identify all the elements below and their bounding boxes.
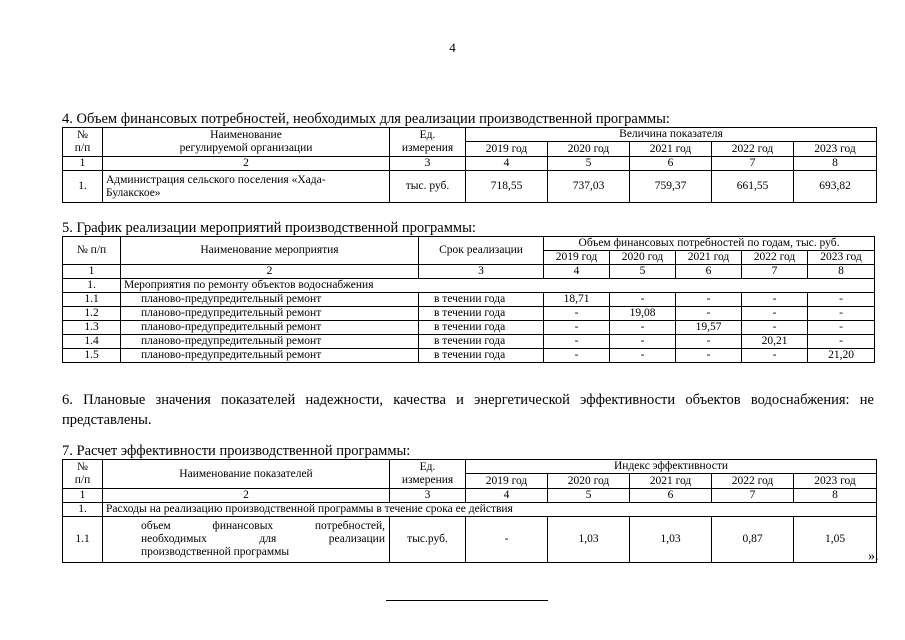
col-number: 2: [121, 265, 419, 279]
group-label: Мероприятия по ремонту объектов водоснабжения: [121, 279, 875, 293]
name-header: Наименование мероприятия: [121, 237, 419, 265]
num-header: № п/п: [63, 460, 103, 489]
value-cell: 18,71: [544, 293, 610, 307]
unit-header: Ед. измерения: [390, 460, 466, 489]
year-header: 2019 год: [466, 474, 548, 489]
table-row: [63, 321, 875, 335]
col-number: 6: [630, 157, 712, 171]
unit-header: Ед. измерения: [390, 128, 466, 157]
value-cell: -: [742, 321, 808, 335]
row-num: 1.3: [63, 321, 121, 335]
value-cell: 1,05: [794, 517, 877, 563]
indicator-name: объем финансовых потребностей, необходимых для реализации производственной программы: [103, 517, 390, 563]
value-cell: -: [742, 293, 808, 307]
value-cell: -: [544, 335, 610, 349]
col-number: 5: [610, 265, 676, 279]
value-cell: -: [610, 293, 676, 307]
value-cell: -: [808, 307, 875, 321]
section5-table: [62, 236, 875, 363]
group-row: [63, 279, 875, 293]
col-number: 4: [544, 265, 610, 279]
col-number: 3: [390, 489, 466, 503]
col-number: 2: [103, 489, 390, 503]
table-row: [63, 335, 875, 349]
col-number: 2: [103, 157, 390, 171]
year-header: 2022 год: [712, 142, 794, 157]
col-number: 4: [466, 157, 548, 171]
term: в течении года: [419, 307, 544, 321]
activity-name: планово-предупредительный ремонт: [121, 335, 419, 349]
column-number-row: [63, 489, 877, 503]
activity-name: планово-предупредительный ремонт: [121, 307, 419, 321]
value-cell: -: [808, 321, 875, 335]
year-header: 2021 год: [630, 474, 712, 489]
value-cell: 718,55: [466, 171, 548, 203]
col-number: 1: [63, 157, 103, 171]
term: в течении года: [419, 321, 544, 335]
value-cell: 759,37: [630, 171, 712, 203]
section5-title: 5. График реализации мероприятий производственной программы:: [62, 220, 476, 236]
col-number: 6: [630, 489, 712, 503]
unit: тыс. руб.: [390, 171, 466, 203]
value-cell: -: [466, 517, 548, 563]
col-number: 8: [794, 157, 877, 171]
section4-table: [62, 127, 877, 203]
group-label: Расходы на реализацию производственной программы в течение срока ее действия: [103, 503, 877, 517]
name-header: Наименование регулируемой организации: [103, 128, 390, 157]
table-row: [63, 517, 877, 563]
year-header: 2023 год: [808, 251, 875, 265]
value-cell: 737,03: [548, 171, 630, 203]
column-number-row: [63, 157, 877, 171]
activity-name: планово-предупредительный ремонт: [121, 349, 419, 363]
section7-title: 7. Расчет эффективности производственной программы:: [62, 443, 411, 459]
activity-name: планово-предупредительный ремонт: [121, 293, 419, 307]
year-header: 2020 год: [548, 142, 630, 157]
activity-name: планово-предупредительный ремонт: [121, 321, 419, 335]
value-cell: 1,03: [548, 517, 630, 563]
year-header: 2022 год: [712, 474, 794, 489]
term: в течении года: [419, 293, 544, 307]
value-cell: -: [676, 335, 742, 349]
column-number-row: [63, 265, 875, 279]
row-num: 1.: [63, 171, 103, 203]
row-num: 1.1: [63, 517, 103, 563]
value-cell: -: [610, 349, 676, 363]
value-cell: -: [808, 293, 875, 307]
col-number: 8: [808, 265, 875, 279]
row-num: 1.5: [63, 349, 121, 363]
col-number: 6: [676, 265, 742, 279]
col-number: 8: [794, 489, 877, 503]
page-number: 4: [449, 40, 456, 55]
header-row: [63, 237, 875, 251]
value-cell: -: [676, 307, 742, 321]
value-cell: -: [676, 293, 742, 307]
term: в течении года: [419, 335, 544, 349]
col-number: 1: [63, 489, 103, 503]
value-cell: 19,08: [610, 307, 676, 321]
value-cell: 19,57: [676, 321, 742, 335]
header-row: [63, 128, 877, 142]
year-header: 2021 год: [630, 142, 712, 157]
col-number: 3: [390, 157, 466, 171]
year-header: 2020 год: [548, 474, 630, 489]
group-header: Индекс эффективности: [466, 460, 877, 474]
value-cell: -: [544, 321, 610, 335]
value-cell: 20,21: [742, 335, 808, 349]
col-number: 4: [466, 489, 548, 503]
group-header: Объем финансовых потребностей по годам, тыс. руб.: [544, 237, 875, 251]
col-number: 7: [742, 265, 808, 279]
table-row: [63, 293, 875, 307]
value-cell: 1,03: [630, 517, 712, 563]
value-cell: -: [742, 307, 808, 321]
year-header: 2019 год: [466, 142, 548, 157]
value-cell: -: [742, 349, 808, 363]
value-cell: 693,82: [794, 171, 877, 203]
year-header: 2020 год: [610, 251, 676, 265]
group-num: 1.: [63, 503, 103, 517]
col-number: 5: [548, 157, 630, 171]
num-header: № п/п: [63, 128, 103, 157]
year-header: 2019 год: [544, 251, 610, 265]
value-cell: 661,55: [712, 171, 794, 203]
group-num: 1.: [63, 279, 121, 293]
value-cell: -: [610, 335, 676, 349]
term-header: Срок реализации: [419, 237, 544, 265]
unit: тыс.руб.: [390, 517, 466, 563]
row-num: 1.2: [63, 307, 121, 321]
col-number: 3: [419, 265, 544, 279]
value-cell: -: [544, 307, 610, 321]
col-number: 7: [712, 489, 794, 503]
row-num: 1.4: [63, 335, 121, 349]
table-row: [63, 307, 875, 321]
value-cell: -: [808, 335, 875, 349]
year-header: 2023 год: [794, 474, 877, 489]
header-row: [63, 460, 877, 474]
value-cell: 21,20: [808, 349, 875, 363]
col-number: 1: [63, 265, 121, 279]
table-row: [63, 171, 877, 203]
num-header: № п/п: [63, 237, 121, 265]
col-number: 5: [548, 489, 630, 503]
organization-name: Администрация сельского поселения «Хада- Булакское»: [103, 171, 390, 203]
group-header: Величина показателя: [466, 128, 877, 142]
year-header: 2023 год: [794, 142, 877, 157]
value-cell: -: [610, 321, 676, 335]
name-header: Наименование показателей: [103, 460, 390, 489]
value-cell: -: [544, 349, 610, 363]
section7-table: [62, 459, 877, 563]
term: в течении года: [419, 349, 544, 363]
footer-divider: [386, 600, 548, 601]
year-header: 2021 год: [676, 251, 742, 265]
closing-quote-mark: ».: [868, 549, 879, 564]
table-row: [63, 349, 875, 363]
value-cell: 0,87: [712, 517, 794, 563]
value-cell: -: [676, 349, 742, 363]
year-header: 2022 год: [742, 251, 808, 265]
group-row: [63, 503, 877, 517]
section4-title: 4. Объем финансовых потребностей, необходимых для реализации производственной программы:: [62, 111, 670, 127]
col-number: 7: [712, 157, 794, 171]
row-num: 1.1: [63, 293, 121, 307]
section6-text: 6. Плановые значения показателей надежности, качества и энергетической эффективности объектов водоснабжения: не представлены.: [62, 392, 874, 428]
